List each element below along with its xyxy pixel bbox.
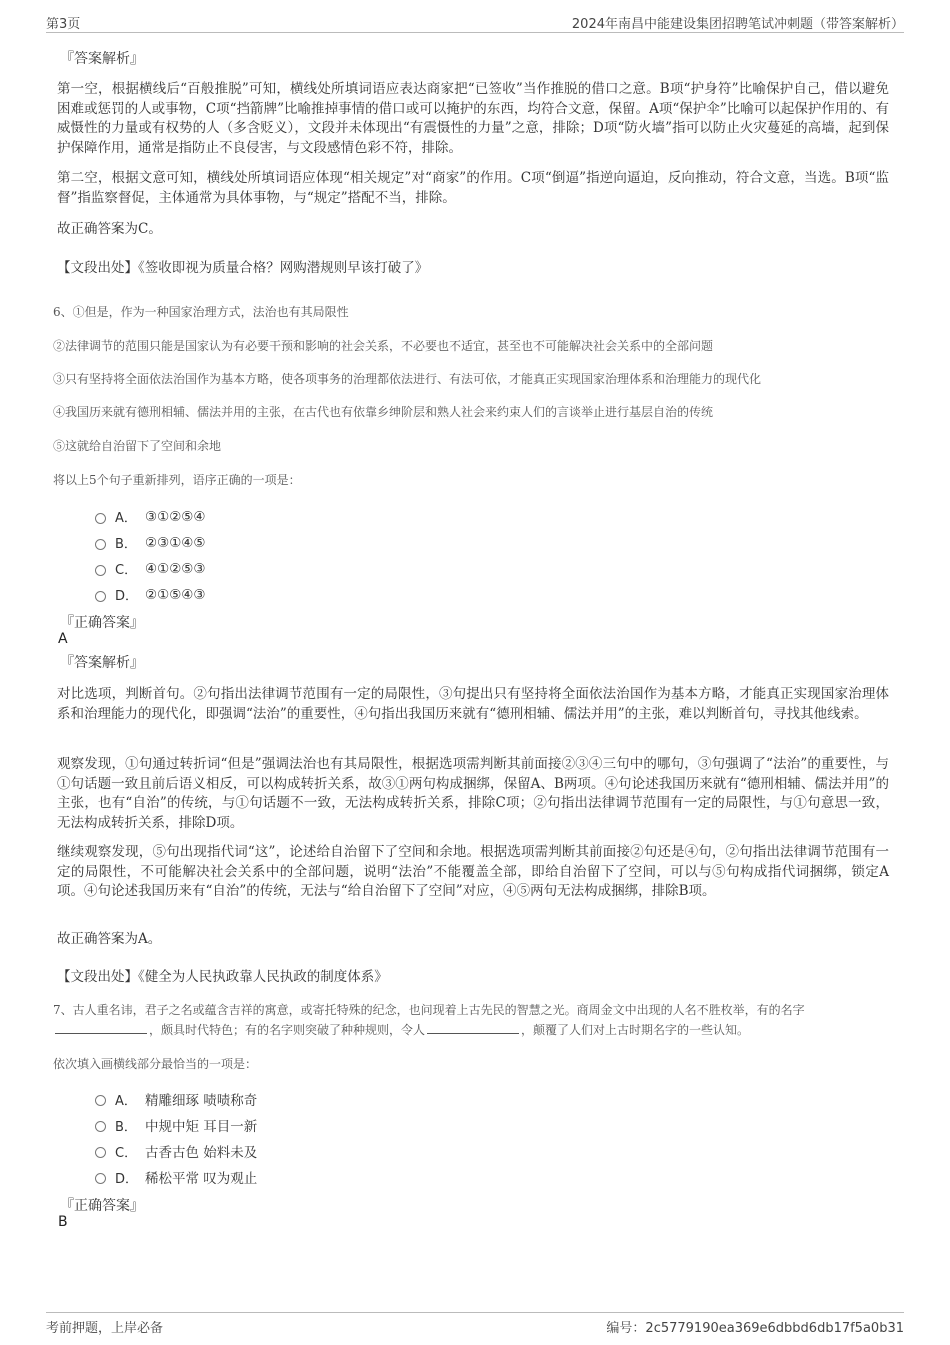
option-d[interactable]: [95, 585, 206, 604]
option-text: 古香古色 始料未及: [145, 1145, 258, 1161]
radio-icon[interactable]: [95, 539, 106, 550]
option-a[interactable]: [95, 1089, 257, 1109]
radio-icon[interactable]: [95, 513, 106, 524]
sentence-item: ⑤这就给自治留下了空间和余地: [53, 439, 222, 453]
option-text: 稀松平常 叹为观止: [145, 1171, 258, 1187]
correct-answer: A: [58, 631, 68, 647]
fill-blank: [427, 1021, 519, 1034]
option-text: 精雕细琢 啧啧称奇: [145, 1093, 258, 1109]
radio-icon[interactable]: [95, 1095, 106, 1106]
option-label: D．: [115, 589, 139, 604]
footer-slogan: 考前押题，上岸必备: [46, 1321, 164, 1336]
analysis-paragraph: 继续观察发现，⑤句出现指代词“这”，论述给自治留下了空间和余地。根据选项需判断其前面接②句还是④句，②句指出法律调节范围有一定的局限性，不可能解决社会关系中的全部问题，说明“法治”不能覆盖全部，即给自治留下了空间，可以与⑤句构成指代词捆绑，锁定A项。④句论述我国历来有“自治”的传统，无法与“给自治留下了空间”对应，④⑤两句无法构成捆绑，排除B项。: [57, 844, 889, 899]
fill-blank: [55, 1021, 147, 1034]
page-footer: [46, 1312, 904, 1337]
option-label: A．: [115, 1093, 137, 1109]
option-text: ④①②⑤③: [145, 560, 206, 577]
radio-icon[interactable]: [95, 591, 106, 602]
analysis-paragraph: 观察发现，①句通过转折词“但是”强调法治也有其局限性，根据选项需判断其前面接②③④三句中的哪句，③句强调了“法治”的重要性，与①句话题一致且前后语义相反，可以构成转折关系，故③①两句构成捆绑，保留A、B两项。④句论述我国历来就有“德刑相辅、儒法并用”的主张，也有“自治”的传统，与①句话题不一致，无法构成转折关系，排除C项；②句指出法律调节范围有一定的局限性，与①句意思一致，无法构成转折关系，排除D项。: [57, 756, 889, 831]
option-c[interactable]: [95, 559, 206, 578]
stem-text: 7、古人重名讳，君子之名或蕴含吉祥的寓意，或寄托特殊的纪念，也问现着上古先民的智慧之光。商周金文中出现的人名不胜枚举，有的名字: [53, 1003, 805, 1017]
correct-answer-label: 『正确答案』: [60, 1198, 144, 1214]
correct-answer-label: 『正确答案』: [60, 615, 144, 631]
option-text: 中规中矩 耳目一新: [145, 1119, 258, 1135]
option-label: C．: [115, 563, 138, 578]
option-c[interactable]: [95, 1141, 257, 1161]
stem-text: ，颠覆了人们对上古时期名字的一些认知。: [521, 1023, 750, 1037]
stem-text: ，颇具时代特色；有的名字则突破了种种规则，令人: [149, 1023, 426, 1037]
option-d[interactable]: [95, 1167, 257, 1187]
option-text: ③①②⑤④: [145, 508, 206, 525]
document-code: [606, 1317, 904, 1336]
radio-icon[interactable]: [95, 565, 106, 576]
radio-icon[interactable]: [95, 1147, 106, 1158]
correct-answer: B: [58, 1214, 68, 1230]
option-label: D．: [115, 1171, 139, 1187]
question-prompt: 依次填入画横线部分最恰当的一项是：: [53, 1057, 258, 1071]
analysis-label: 『答案解析』: [60, 51, 144, 67]
analysis-paragraph: 对比选项，判断首句。②句指出法律调节范围有一定的局限性，③句提出只有坚持将全面依法治国作为基本方略，才能真正实现国家治理体系和治理能力的现代化，即强调“法治”的重要性，④句指出我国历来就有“德刑相辅、儒法并用”的主张，难以判断首句，寻找其他线索。: [57, 686, 889, 722]
document-title: 2024年南昌中能建设集团招聘笔试冲刺题（带答案解析）: [571, 17, 904, 32]
option-a[interactable]: [95, 507, 206, 526]
analysis-paragraph: 第一空，根据横线后“百般推脱”可知，横线处所填词语应表达商家把“已签收”当作推脱的借口之意。B项“护身符”比喻保护自己，借以避免困难或惩罚的人或事物，C项“挡箭牌”比喻推掉事情的借口或可以掩护的东西，均符合文意，保留。A项“保护伞”比喻可以起保护作用的、有威慑性的力量或有权势的人（多含贬义），文段并未体现出“有震慑性的力量”之意，排除；D项“防火墙”指可以防止火灾蔓延的高墙，起到保护保障作用，通常是指防止不良侵害，与文段感情色彩不符，排除。: [57, 81, 889, 156]
answer-conclusion: 故正确答案为C。: [57, 221, 162, 237]
code-label: 编号：: [606, 1321, 646, 1336]
code-value: 2c5779190ea369e6dbbd6db17f5a0b31: [645, 1321, 904, 1336]
radio-icon[interactable]: [95, 1121, 106, 1132]
page-header: [46, 10, 904, 33]
radio-icon[interactable]: [95, 1173, 106, 1184]
source-citation: 【文段出处】《签收即视为质量合格？网购潜规则早该打破了》: [57, 260, 429, 276]
option-label: B．: [115, 537, 137, 552]
sentence-item: ③只有坚持将全面依法治国作为基本方略，使各项事务的治理都依法进行、有法可依，才能真正实现国家治理体系和治理能力的现代化: [53, 372, 762, 386]
page-number: 第3页: [46, 17, 81, 32]
question-stem: [53, 1000, 898, 1040]
option-b[interactable]: [95, 1115, 257, 1135]
analysis-paragraph: 第二空，根据文意可知，横线处所填词语应体现“相关规定”对“商家”的作用。C项“倒逼”指逆向逼迫，反向推动，符合文意，当选。B项“监督”指监察督促，主体通常为具体事物，与“规定”搭配不当，排除。: [57, 170, 889, 206]
option-text: ②③①④⑤: [145, 534, 206, 551]
answer-conclusion: 故正确答案为A。: [57, 931, 162, 947]
question-prompt: 将以上5个句子重新排列，语序正确的一项是：: [53, 473, 301, 487]
option-label: C．: [115, 1145, 138, 1161]
question-stem: 6、①但是，作为一种国家治理方式，法治也有其局限性: [53, 305, 349, 319]
source-citation: 【文段出处】《健全为人民执政靠人民执政的制度体系》: [57, 969, 388, 985]
option-label: B．: [115, 1119, 137, 1135]
sentence-item: ④我国历来就有德刑相辅、儒法并用的主张，在古代也有依靠乡绅阶层和熟人社会来约束人们的言谈举止进行基层自治的传统: [53, 405, 714, 419]
analysis-label: 『答案解析』: [60, 655, 144, 671]
option-label: A．: [115, 511, 137, 526]
option-b[interactable]: [95, 533, 206, 552]
sentence-item: ②法律调节的范围只能是国家认为有必要干预和影响的社会关系，不必要也不适宜，甚至也不可能解决社会关系中的全部问题: [53, 339, 714, 353]
option-text: ②①⑤④③: [145, 586, 206, 603]
